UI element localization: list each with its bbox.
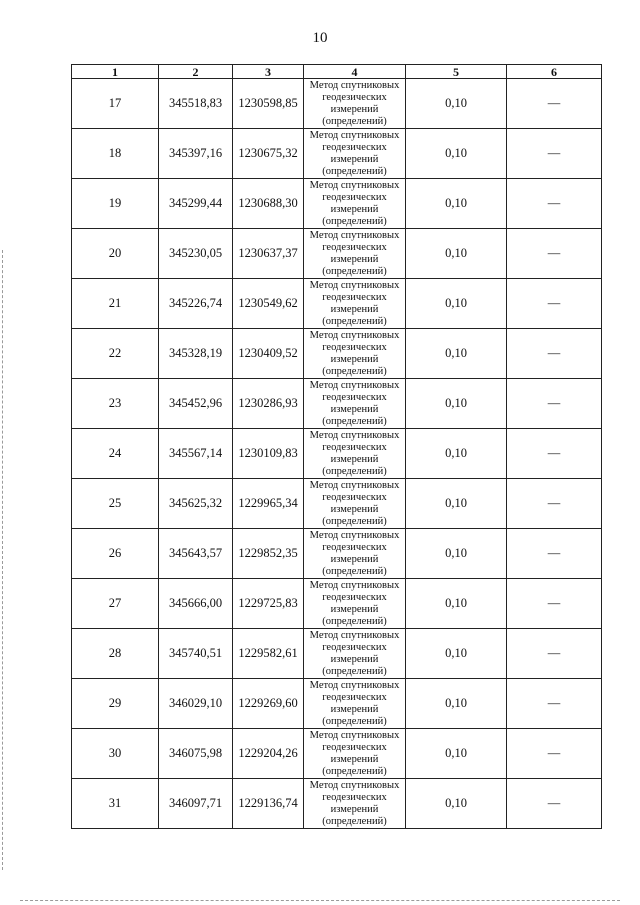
note-cell: — [507,229,602,279]
table-row [72,429,602,479]
point-number-cell: 20 [72,229,159,279]
table-row [72,529,602,579]
x-coordinate-cell: 346075,98 [159,729,233,779]
method-line: геодезических [322,691,387,703]
method-line: геодезических [322,291,387,303]
table-row [72,329,602,379]
method-line: измерений [330,503,379,515]
method-line: Метод спутниковых [309,479,400,491]
note-cell: — [507,529,602,579]
method-line: геодезических [322,441,387,453]
accuracy-cell: 0,10 [406,779,507,829]
method-line: геодезических [322,541,387,553]
method-line: Метод спутниковых [309,579,400,591]
method-line: измерений [330,253,379,265]
header-row [72,65,602,79]
method-line: (определений) [322,665,387,677]
method-line: Метод спутниковых [309,429,400,441]
method-line: Метод спутниковых [309,679,400,691]
method-line: Метод спутниковых [309,179,400,191]
method-line: геодезических [322,791,387,803]
point-number-cell: 23 [72,379,159,429]
method-line: геодезических [322,591,387,603]
y-coordinate-cell: 1229136,74 [233,779,304,829]
method-cell [304,429,406,479]
note-cell: — [507,379,602,429]
method-line: Метод спутниковых [309,329,400,341]
method-line: Метод спутниковых [309,729,400,741]
page-number: 10 [312,30,328,46]
method-line: (определений) [322,365,387,377]
method-cell [304,329,406,379]
method-line: измерений [330,803,379,815]
point-number-cell: 28 [72,629,159,679]
table-body [72,79,602,829]
method-line: измерений [330,203,379,215]
table-header [72,65,602,79]
x-coordinate-cell: 345226,74 [159,279,233,329]
method-line: Метод спутниковых [309,129,400,141]
method-cell [304,629,406,679]
point-number-cell: 26 [72,529,159,579]
accuracy-cell: 0,10 [406,729,507,779]
column-header: 6 [507,65,602,79]
method-line: (определений) [322,415,387,427]
method-cell [304,229,406,279]
y-coordinate-cell: 1230637,37 [233,229,304,279]
y-coordinate-cell: 1229269,60 [233,679,304,729]
method-cell [304,479,406,529]
y-coordinate-cell: 1230675,32 [233,129,304,179]
method-line: измерений [330,653,379,665]
note-cell: — [507,179,602,229]
accuracy-cell: 0,10 [406,279,507,329]
method-cell [304,279,406,329]
note-cell: — [507,579,602,629]
point-number-cell: 17 [72,79,159,129]
method-cell [304,379,406,429]
y-coordinate-cell: 1229204,26 [233,729,304,779]
accuracy-cell: 0,10 [406,329,507,379]
method-line: геодезических [322,341,387,353]
bottom-margin-rule [20,900,620,901]
accuracy-cell: 0,10 [406,379,507,429]
y-coordinate-cell: 1230286,93 [233,379,304,429]
table-row [72,179,602,229]
point-number-cell: 18 [72,129,159,179]
table-row [72,629,602,679]
table-row [72,729,602,779]
point-number-cell: 21 [72,279,159,329]
x-coordinate-cell: 345643,57 [159,529,233,579]
method-line: (определений) [322,815,387,827]
method-line: (определений) [322,515,387,527]
note-cell: — [507,429,602,479]
method-line: геодезических [322,641,387,653]
y-coordinate-cell: 1230409,52 [233,329,304,379]
note-cell: — [507,279,602,329]
y-coordinate-cell: 1230549,62 [233,279,304,329]
method-line: геодезических [322,241,387,253]
table-row [72,579,602,629]
x-coordinate-cell: 345452,96 [159,379,233,429]
method-line: (определений) [322,465,387,477]
method-line: (определений) [322,215,387,227]
method-line: (определений) [322,565,387,577]
method-line: Метод спутниковых [309,529,400,541]
method-line: (определений) [322,715,387,727]
method-line: Метод спутниковых [309,279,400,291]
y-coordinate-cell: 1230688,30 [233,179,304,229]
method-line: (определений) [322,765,387,777]
method-line: измерений [330,353,379,365]
accuracy-cell: 0,10 [406,679,507,729]
point-number-cell: 29 [72,679,159,729]
x-coordinate-cell: 345740,51 [159,629,233,679]
accuracy-cell: 0,10 [406,579,507,629]
column-header: 2 [159,65,233,79]
x-coordinate-cell: 345666,00 [159,579,233,629]
note-cell: — [507,329,602,379]
accuracy-cell: 0,10 [406,629,507,679]
y-coordinate-cell: 1229582,61 [233,629,304,679]
x-coordinate-cell: 346097,71 [159,779,233,829]
table-row [72,129,602,179]
method-line: измерений [330,553,379,565]
method-cell [304,679,406,729]
point-number-cell: 31 [72,779,159,829]
method-line: (определений) [322,265,387,277]
method-cell [304,529,406,579]
method-line: (определений) [322,115,387,127]
accuracy-cell: 0,10 [406,479,507,529]
table-row [72,779,602,829]
method-line: измерений [330,603,379,615]
method-line: Метод спутниковых [309,379,400,391]
method-cell [304,729,406,779]
method-line: измерений [330,403,379,415]
method-line: геодезических [322,141,387,153]
y-coordinate-cell: 1229852,35 [233,529,304,579]
point-number-cell: 19 [72,179,159,229]
accuracy-cell: 0,10 [406,429,507,479]
table-row [72,479,602,529]
y-coordinate-cell: 1229965,34 [233,479,304,529]
method-line: геодезических [322,741,387,753]
column-header: 1 [72,65,159,79]
method-line: (определений) [322,615,387,627]
accuracy-cell: 0,10 [406,229,507,279]
method-line: измерений [330,103,379,115]
column-header: 3 [233,65,304,79]
x-coordinate-cell: 345567,14 [159,429,233,479]
note-cell: — [507,679,602,729]
x-coordinate-cell: 345328,19 [159,329,233,379]
table-row [72,379,602,429]
point-number-cell: 27 [72,579,159,629]
note-cell: — [507,129,602,179]
accuracy-cell: 0,10 [406,179,507,229]
left-margin-rule [2,250,3,870]
method-line: (определений) [322,315,387,327]
table-row [72,679,602,729]
method-line: геодезических [322,191,387,203]
note-cell: — [507,779,602,829]
x-coordinate-cell: 345518,83 [159,79,233,129]
y-coordinate-cell: 1230109,83 [233,429,304,479]
point-number-cell: 25 [72,479,159,529]
method-line: измерений [330,703,379,715]
accuracy-cell: 0,10 [406,529,507,579]
point-number-cell: 30 [72,729,159,779]
x-coordinate-cell: 345299,44 [159,179,233,229]
point-number-cell: 22 [72,329,159,379]
method-cell [304,79,406,129]
note-cell: — [507,479,602,529]
note-cell: — [507,79,602,129]
method-line: (определений) [322,165,387,177]
method-cell [304,129,406,179]
method-cell [304,579,406,629]
method-line: геодезических [322,491,387,503]
method-line: Метод спутниковых [309,629,400,641]
method-cell [304,779,406,829]
table-row [72,79,602,129]
method-cell [304,179,406,229]
x-coordinate-cell: 345625,32 [159,479,233,529]
accuracy-cell: 0,10 [406,79,507,129]
table-row [72,229,602,279]
method-line: Метод спутниковых [309,79,400,91]
method-line: измерений [330,453,379,465]
method-line: геодезических [322,91,387,103]
point-number-cell: 24 [72,429,159,479]
x-coordinate-cell: 345230,05 [159,229,233,279]
method-line: измерений [330,753,379,765]
method-line: Метод спутниковых [309,229,400,241]
column-header: 5 [406,65,507,79]
method-line: Метод спутниковых [309,779,400,791]
coordinates-table [71,64,602,829]
method-line: измерений [330,303,379,315]
method-line: геодезических [322,391,387,403]
y-coordinate-cell: 1230598,85 [233,79,304,129]
column-header: 4 [304,65,406,79]
note-cell: — [507,629,602,679]
x-coordinate-cell: 346029,10 [159,679,233,729]
note-cell: — [507,729,602,779]
y-coordinate-cell: 1229725,83 [233,579,304,629]
accuracy-cell: 0,10 [406,129,507,179]
method-line: измерений [330,153,379,165]
x-coordinate-cell: 345397,16 [159,129,233,179]
table-row [72,279,602,329]
